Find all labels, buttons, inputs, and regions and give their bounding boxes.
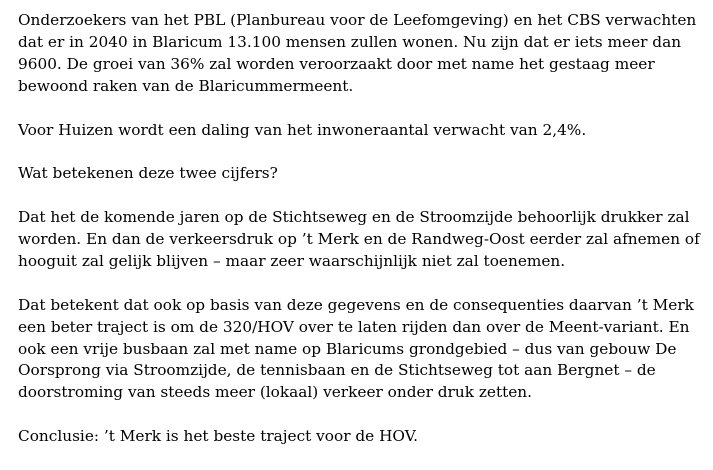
text-line: een beter traject is om de 320/HOV over te laten rijden dan over de Meent-variant. En (18, 317, 690, 336)
text-line: ook een vrije busbaan zal met name op Blaricums grondgebied – dus van gebouw De (18, 339, 677, 358)
paragraph-traffic (18, 207, 708, 273)
paragraph-conclusion (18, 426, 708, 448)
text-line: Dat betekent dat ook op basis van deze gegevens en de consequenties daarvan ’t Merk (18, 295, 694, 314)
text-line: Conclusie: ’t Merk is het beste traject voor de HOV. (18, 427, 418, 446)
text-line: Oorsprong via Stroomzijde, de tennisbaan en de Stichtseweg tot aan Bergnet – de (18, 361, 656, 380)
text-line: dat er in 2040 in Blaricum 13.100 mensen zullen wonen. Nu zijn dat er iets meer dan (18, 32, 682, 51)
text-line: worden. En dan de verkeersdruk op ’t Merk en de Randweg-Oost eerder zal afnemen of (18, 230, 700, 249)
text-line: Voor Huizen wordt een daling van het inwoneraantal verwacht van 2,4%. (18, 120, 587, 139)
text-line: Onderzoekers van het PBL (Planbureau voor de Leefomgeving) en het CBS verwachten (18, 11, 697, 29)
text-line: bewoond raken van de Blaricummermeent. (18, 76, 354, 95)
paragraph-forecast (18, 10, 708, 98)
paragraph-route (18, 295, 708, 405)
text-line: Wat betekenen deze twee cijfers? (18, 164, 278, 183)
paragraph-huizen (18, 120, 708, 142)
paragraph-question (18, 163, 708, 185)
document-body (18, 10, 708, 470)
text-line: hooguit zal gelijk blijven – maar zeer waarschijnlijk niet zal toenemen. (18, 251, 566, 270)
text-line: Dat het de komende jaren op de Stichtseweg en de Stroomzijde behoorlijk drukker zal (18, 208, 690, 227)
text-line: 9600. De groei van 36% zal worden veroorzaakt door met name het gestaag meer (18, 54, 655, 73)
text-line: doorstroming van steeds meer (lokaal) verkeer onder druk zetten. (18, 383, 533, 402)
